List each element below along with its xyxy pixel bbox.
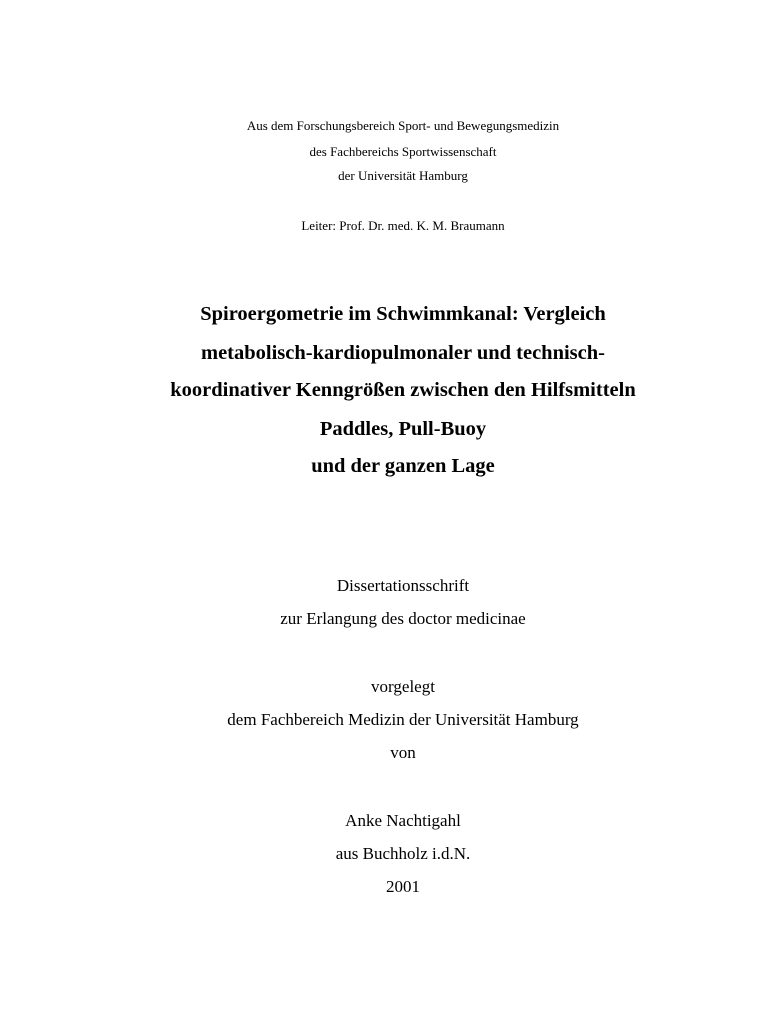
- dissertation-type: Dissertationsschrift: [336, 576, 470, 595]
- submission-submitted: vorgelegt: [371, 677, 435, 696]
- institution-line-3: der Universität Hamburg: [338, 168, 468, 183]
- submission-faculty: dem Fachbereich Medizin der Universität Hamburg: [227, 710, 579, 729]
- institution-leader: Leiter: Prof. Dr. med. K. M. Braumann: [301, 218, 505, 233]
- title-line-1: Spiroergometrie im Schwimmkanal: Vergleich: [200, 303, 606, 325]
- submission-by: von: [390, 743, 416, 762]
- institution-line-1: Aus dem Forschungsbereich Sport- und Bewegungsmedizin: [246, 118, 560, 133]
- title-line-3: koordinativer Kenngrößen zwischen den Hilfsmitteln: [170, 379, 636, 401]
- title-line-5: und der ganzen Lage: [311, 455, 495, 477]
- institution-line-2: des Fachbereichs Sportwissenschaft: [309, 144, 497, 159]
- dissertation-purpose: zur Erlangung des doctor medicinae: [280, 609, 526, 628]
- title-line-4: Paddles, Pull-Buoy: [319, 418, 487, 440]
- author-year: 2001: [386, 877, 420, 896]
- title-line-2: metabolisch-kardiopulmonaler und technisch-: [201, 342, 605, 364]
- author-origin: aus Buchholz i.d.N.: [335, 844, 471, 863]
- author-name: Anke Nachtigahl: [345, 811, 461, 830]
